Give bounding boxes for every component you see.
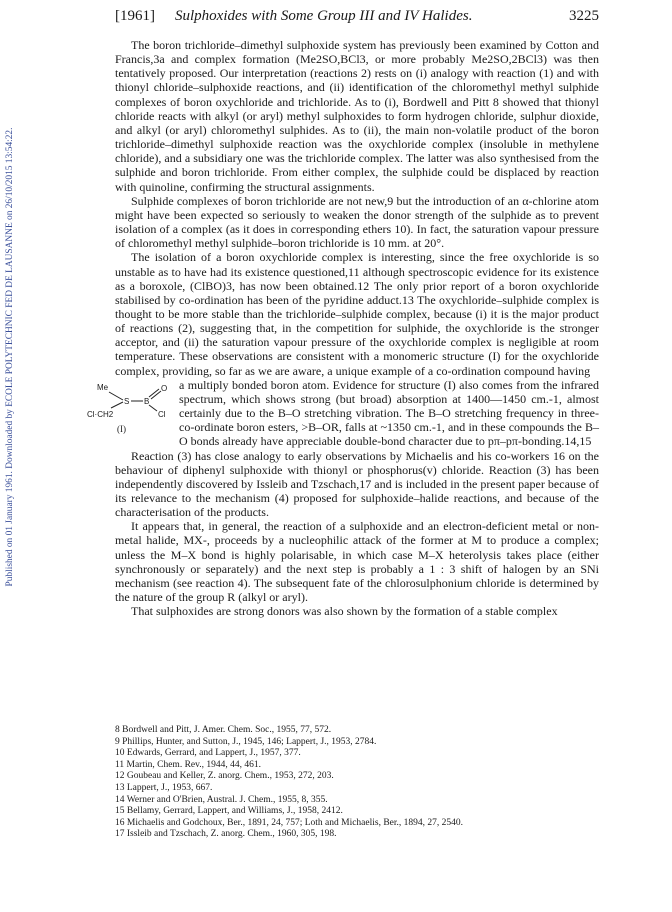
footnote: 8 Bordwell and Pitt, J. Amer. Chem. Soc., 1955, 77, 572. — [115, 725, 332, 735]
download-watermark — [2, 60, 18, 660]
running-header — [115, 8, 599, 30]
paragraph-7: That sulphoxides are strong donors was also shown by the formation of a stable complex — [131, 604, 558, 619]
paragraph-2: Sulphide complexes of boron trichloride are not new,9 but the introduction of an α-chlorine atom might have been expected so seriously to weaken the donor strength of the sulphide as to prevent isolation of a complex (as it does in corresponding ethers 10). In fact, the saturation vapour pressure of chloromethyl methyl sulphide–boron trichloride is 10 mm. at 20°. — [115, 193, 599, 251]
methyl-label: Me — [97, 382, 109, 392]
chloromethyl-label: Cl·CH2 — [87, 409, 114, 419]
footnote: 13 Lappert, J., 1953, 667. — [115, 782, 213, 793]
footnote: 10 Edwards, Gerrard, and Lappert, J., 1957, 377. — [115, 748, 301, 759]
oxygen-label: O — [161, 383, 168, 393]
structure-number: (I) — [117, 423, 126, 434]
header-title: Sulphoxides with Some Group III and IV Halides. — [175, 8, 473, 24]
structure-block — [87, 377, 599, 449]
article-body — [87, 38, 599, 619]
page-number: 3225 — [569, 8, 599, 24]
footnotes — [115, 725, 599, 841]
paragraph-4: a multiply bonded boron atom. Evidence for structure (I) also comes from the infrared spectrum, which shows strong (but broad) absorption at 1400—1450 cm.-1, almost certainly due to the B–O stretching vibration. The B–O stretching frequency in three-co-ordinate boron esters, >B–OR, falls at ~1350 cm.-1, and in these compounds the B–O bonds already have appreciable double-bond character due to pπ–pπ-bonding.14,15 — [179, 377, 599, 449]
footnote: 15 Bellamy, Gerrard, Lappert, and Williams, J., 1958, 2412. — [115, 806, 343, 817]
footnote: 9 Phillips, Hunter, and Sutton, J., 1945, 146; Lappert, J., 1953, 2784. — [115, 736, 377, 747]
sulphur-label: S — [124, 396, 130, 406]
chlorine-label: Cl — [158, 409, 166, 419]
paragraph-1: The boron trichloride–dimethyl sulphoxide system has previously been examined by Cotton and Francis,3a and complex formation (Me2SO,BCl3, or more probably Me2SO,2BCl3) was then tentatively proposed. Our interpretation (reactions 2) rests on (i) analogy with reaction (1) and with thionyl chloride–sulphoxide reactions, and (ii) identification of the chloromethyl methyl sulphide complexes of boron oxychloride and trichloride. As to (i), Bordwell and Pitt 8 showed that thionyl chloride reacts with alkyl (or aryl) methyl sulphoxides to form hydrogen chloride, sulphur dioxide, and alkyl (or aryl) chloromethyl sulphides. As to (ii), the main non-volatile product of the boron trichloride–dimethyl sulphoxide reaction was the oxychloride complex (insoluble in methylene chloride), and a subsidiary one was the trichloride complex. The latter was also synthesised from the sulphide and boron trichloride. From either complex, the sulphide could be displaced by reaction with quinoline, confirming the structural assignments. — [115, 38, 599, 194]
footnote: 14 Werner and O'Brien, Austral. J. Chem., 1955, 8, 355. — [115, 794, 328, 805]
boron-label: B — [144, 396, 150, 406]
paragraph-6: It appears that, in general, the reaction of a sulphoxide and an electron-deficient metal or non-metal halide, MX-, proceeds by a nucleophilic attack of the former at M to produce a complex; unless the M–X bond is highly polarisable, in which case M–X heterolysis takes place (either synchronously or separately) and the next step is probably a 1 : 3 shift of halogen by an SNi mechanism (see reaction 4). The subsequent fate of the chlorosulphonium chloride is determined by the nature of the group R (alkyl or aryl). — [115, 519, 599, 605]
footnote: 16 Michaelis and Godchoux, Ber., 1891, 24, 757; Loth and Michaelis, Ber., 1894, 27, 2540. — [115, 817, 464, 828]
footnote: 17 Issleib and Tzschach, Z. anorg. Chem., 1960, 305, 198. — [115, 829, 337, 840]
footnote: 11 Martin, Chem. Rev., 1944, 44, 461. — [115, 759, 262, 770]
paragraph-5: Reaction (3) has close analogy to early observations by Michaelis and his co-workers 16 on the behaviour of diphenyl sulphoxide with thionyl or phosphorus(v) chloride. Reaction (3) has been independently discovered by Issleib and Tzschach,17 and is included in the present paper because of its relevance to the mechanism (4) proposed for sulphoxide–halide reactions, and because of the characterisation of the products. — [115, 448, 599, 520]
footnote: 12 Goubeau and Keller, Z. anorg. Chem., 1953, 272, 203. — [115, 771, 334, 782]
structure-I-figure — [87, 378, 173, 436]
paragraph-3: The isolation of a boron oxychloride complex is interesting, since the free oxychloride is so unstable as to have had its existence questioned,11 although spectroscopic evidence for its existence as a boroxole, (ClBO)3, has now been obtained.12 The only prior report of a boron oxychloride stabilised by co-ordination has been of the pyridine adduct.13 The oxychloride–sulphide complex is thought to be more stable than the trichloride–sulphide complex, because (i) it is the major product of reactions (2), suggesting that, in the competition for sulphide, the oxychloride is the stronger acceptor, and (ii) the saturation vapour pressure of the oxychloride complex is negligible at room temperature. These observations are consistent with a monomeric structure (I) for the oxychloride complex, providing, so far as we are aware, a unique example of a co-ordination compound having — [115, 250, 599, 378]
download-watermark-text: Published on 01 January 1961. Downloaded by ECOLE POLYTECHNIC FED DE LAUSANNE on 26/10/2015 13:54:22. — [5, 127, 15, 587]
header-year: [1961] — [115, 8, 155, 24]
